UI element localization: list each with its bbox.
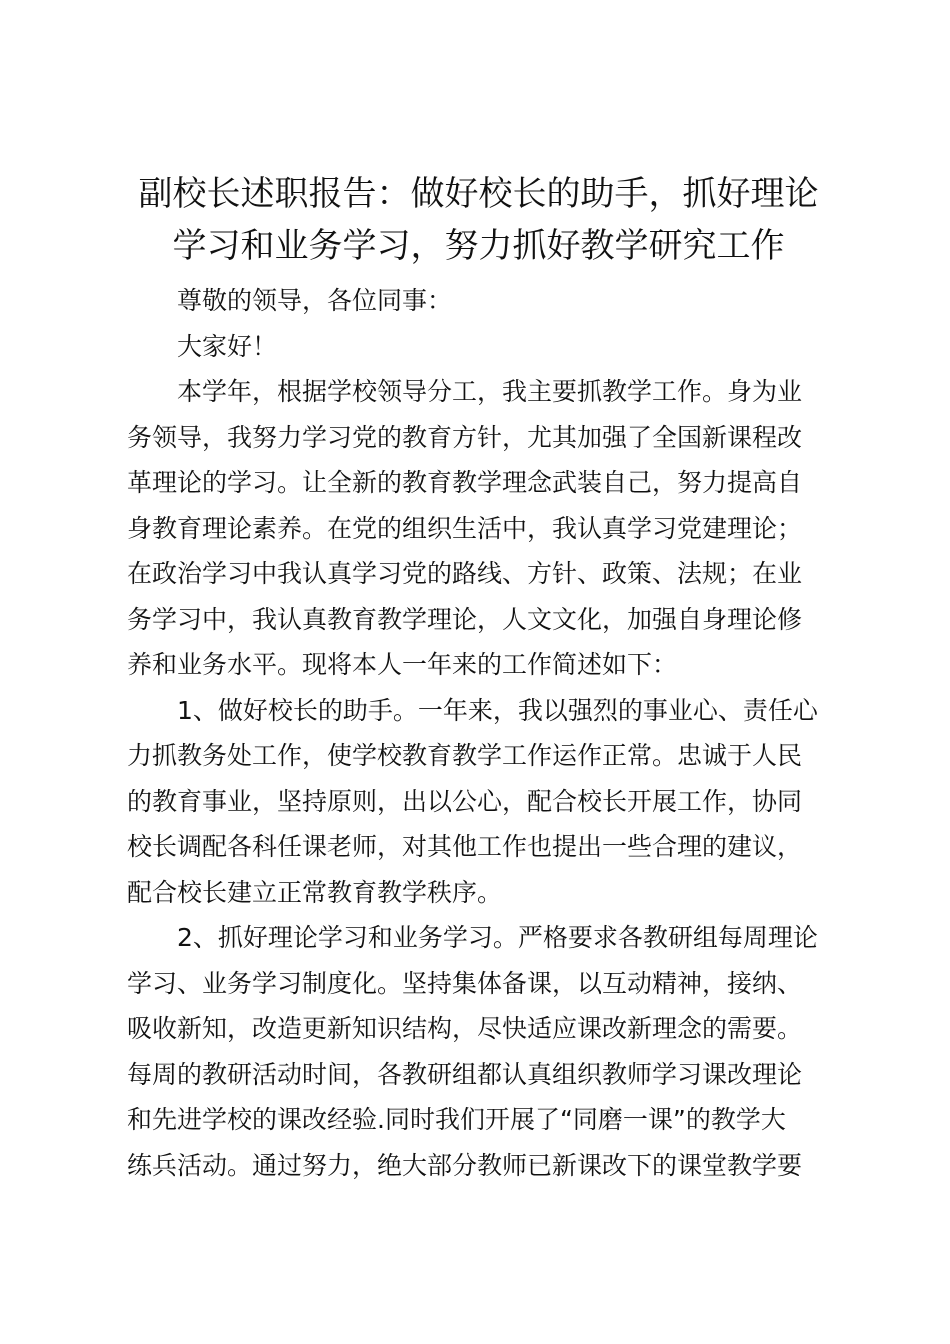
text-line: 务学习中，我认真教育教学理论，人文文化，加强自身理论修 — [127, 604, 803, 634]
text-line: 校长调配各科任课老师，对其他工作也提出一些合理的建议， — [127, 832, 803, 861]
paragraph-intro — [127, 369, 830, 688]
text-line: 本学年，根据学校领导分工，我主要抓教学工作。身为业 — [177, 377, 803, 406]
paragraph-point-1 — [127, 688, 830, 916]
text-line: 养和业务水平。现将本人一年来的工作简述如下： — [127, 650, 678, 679]
text-line: 在政治学习中我认真学习党的路线、方针、政策、法规；在业 — [127, 559, 803, 588]
text-line: 身教育理论素养。在党的组织生活中，我认真学习党建理论； — [127, 513, 803, 543]
text-line: 和先进学校的课改经验.同时我们开展了“同磨一课”的教学大 — [127, 1105, 786, 1134]
text-line: 吸收新知，改造更新知识结构，尽快适应课改新理念的需要。 — [127, 1014, 803, 1043]
text-line: 2、抓好理论学习和业务学习。严格要求各教研组每周理论 — [177, 923, 818, 952]
text-line: 1、做好校长的助手。一年来，我以强烈的事业心、责任心 — [177, 695, 818, 725]
text-line: 革理论的学习。让全新的教育教学理念武装自己，努力提高自 — [127, 468, 803, 497]
text-line: 学习、业务学习制度化。坚持集体备课，以互动精神，接纳、 — [127, 968, 803, 998]
text-line: 的教育事业，坚持原则，出以公心，配合校长开展工作，协同 — [127, 786, 803, 816]
document-title — [127, 168, 830, 272]
text-line: 力抓教务处工作，使学校教育教学工作运作正常。忠诚于人民 — [127, 741, 803, 770]
title-line-2: 学习和业务学习，努力抓好教学研究工作 — [172, 226, 785, 266]
salutation: 尊敬的领导，各位同事： — [177, 286, 453, 315]
text-line: 务领导，我努力学习党的教育方针，尤其加强了全国新课程改 — [127, 422, 803, 452]
text-line: 每周的教研活动时间，各教研组都认真组织教师学习课改理论 — [127, 1059, 803, 1089]
text-line: 配合校长建立正常教育教学秩序。 — [127, 877, 503, 907]
text-line: 练兵活动。通过努力，绝大部分教师已新课改下的课堂教学要 — [127, 1150, 803, 1180]
document-body — [127, 278, 830, 1188]
title-line-1: 副校长述职报告：做好校长的助手，抓好理论 — [138, 174, 819, 214]
paragraph-point-2 — [127, 915, 830, 1188]
greeting: 大家好！ — [177, 331, 278, 361]
